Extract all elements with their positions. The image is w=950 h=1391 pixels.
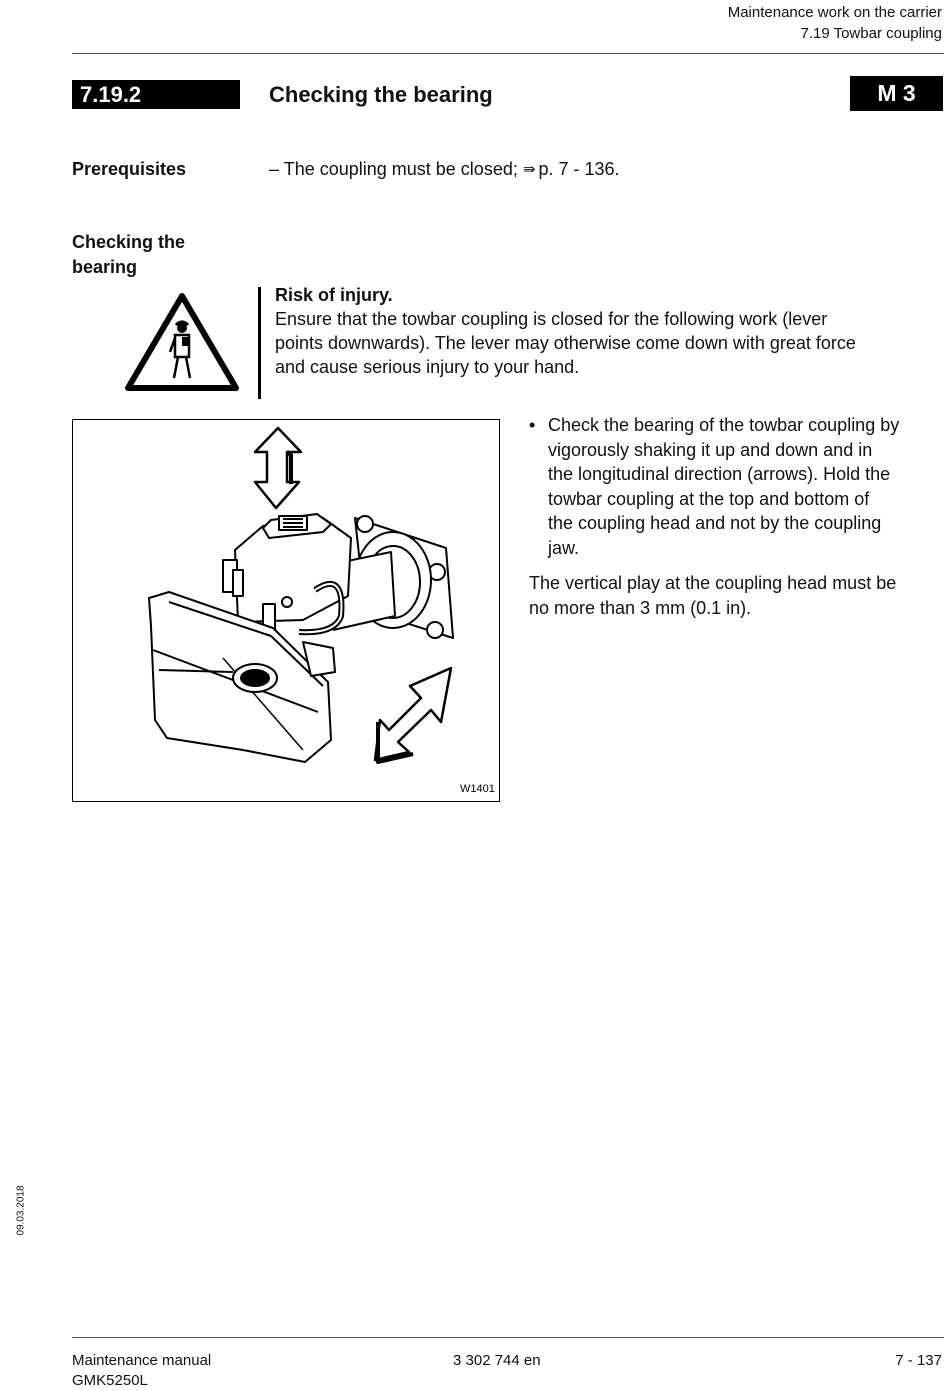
- footer-page: 7 - 137: [895, 1352, 942, 1369]
- header-chapter: Maintenance work on the carrier: [727, 4, 942, 21]
- footer-manual: Maintenance manual: [72, 1352, 212, 1369]
- instruction-line-1: Check the bearing of the towbar coupling by: [548, 415, 900, 435]
- instruction-line-3: the longitudinal direction (arrows). Hold the: [548, 464, 891, 484]
- warning-line-3: and cause serious injury to your hand.: [275, 357, 580, 377]
- prerequisites-label: Prerequisites: [72, 159, 187, 179]
- header-rule: [72, 53, 944, 54]
- warning-triangle-icon: [124, 292, 240, 392]
- prerequisites-item: [269, 157, 620, 183]
- interval-badge: M 3: [850, 76, 943, 111]
- instruction-bullet: •: [529, 415, 536, 435]
- section-title: Checking the bearing: [269, 82, 493, 107]
- note-line-2: no more than 3 mm (0.1 in).: [529, 597, 752, 618]
- header-subsection: 7.19 Towbar coupling: [800, 25, 942, 42]
- reference-arrow-icon: ⇛: [522, 161, 534, 178]
- note-line-1: The vertical play at the coupling head must be: [529, 573, 897, 593]
- instruction-line-5: the coupling head and not by the coupling: [548, 513, 882, 533]
- warning-bar: [258, 287, 261, 399]
- figure-frame: [72, 419, 500, 802]
- section-number: 7.19.2: [72, 80, 240, 109]
- prerequisites-text: The coupling must be closed;: [283, 159, 518, 179]
- footer-model: GMK5250L: [72, 1372, 148, 1389]
- revision-date: 09.03.2018: [15, 1185, 27, 1236]
- prerequisites-dash: –: [269, 159, 280, 179]
- warning-title: Risk of injury.: [275, 285, 393, 305]
- warning-line-1: Ensure that the towbar coupling is closed for the following work (lever: [275, 309, 828, 329]
- instruction-line-2: vigorously shaking it up and down and in: [548, 439, 873, 460]
- footer-rule: [72, 1337, 944, 1338]
- towbar-coupling-illustration: [73, 420, 498, 800]
- footer-doc-number: 3 302 744 en: [453, 1352, 541, 1369]
- instruction-line-4: towbar coupling at the top and bottom of: [548, 488, 870, 509]
- checking-label-line2: bearing: [72, 257, 138, 277]
- instruction-line-6: jaw.: [548, 537, 580, 558]
- checking-label-line1: Checking the: [72, 232, 186, 252]
- warning-line-2: points downwards). The lever may otherwise come down with great force: [275, 333, 856, 353]
- figure-id: W1401: [460, 783, 495, 795]
- prerequisites-reference[interactable]: p. 7 - 136.: [538, 159, 620, 179]
